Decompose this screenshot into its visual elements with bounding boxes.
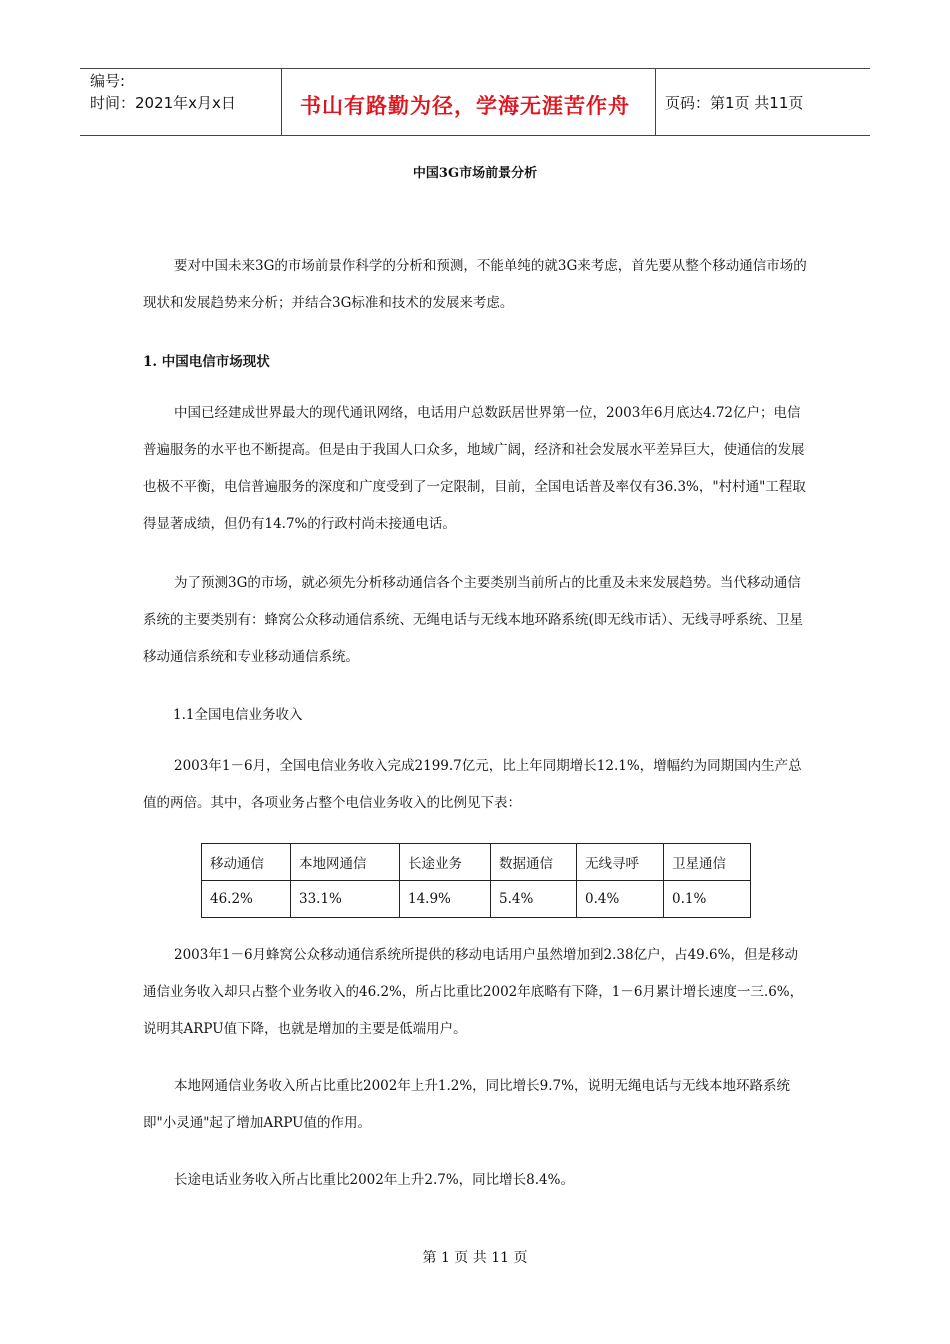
header-divider-left <box>281 68 282 136</box>
section-1-heading: 1. 中国电信市场现状 <box>143 354 270 370</box>
document-title: 中国3G市场前景分析 <box>412 166 538 181</box>
table-row <box>202 881 751 918</box>
header-top-rule <box>80 68 870 69</box>
table-header-row <box>202 844 751 881</box>
section-1-1-heading: 1.1全国电信业务收入 <box>173 707 303 723</box>
header-meta <box>90 70 236 114</box>
table-cell: 33.1% <box>291 881 400 918</box>
header-bottom-rule <box>80 135 870 136</box>
table-header-cell: 长途业务 <box>400 844 491 881</box>
section-1-1-paragraph-2: 2003年1－6月蜂窝公众移动通信系统所提供的移动电话用户虽然增加到2.38亿户，占49.6%，但是移动通信业务收入却只占整个业务收入的46.2%，所占比重比2002年底略有下降，1－6月累计增长速度一三.6%，说明其ARPU值下降，也就是增加的主要是低端用户。 <box>143 947 804 1037</box>
section-1-paragraph-1: 中国已经建成世界最大的现代通讯网络，电话用户总数跃居世界第一位，2003年6月底达4.72亿户；电信普遍服务的水平也不断提高。但是由于我国人口众多，地域广阔，经济和社会发展水平差异巨大，使通信的发展也极不平衡，电信普遍服务的深度和广度受到了一定限制，目前，全国电话普及率仅有36.3%，"村村通"工程取得显著成绩，但仍有14.7%的行政村尚未接通电话。 <box>143 405 806 532</box>
document-time-label: 时间：2021年x月x日 <box>90 94 236 112</box>
table-header-cell: 移动通信 <box>202 844 291 881</box>
table-cell: 0.1% <box>664 881 751 918</box>
table-header-cell: 无线寻呼 <box>577 844 664 881</box>
document-number-label: 编号: <box>90 72 126 90</box>
table-header-cell: 卫星通信 <box>664 844 751 881</box>
table-cell: 5.4% <box>491 881 577 918</box>
page-footer: 第 1 页 共 11 页 <box>422 1250 528 1266</box>
section-1-1-paragraph-4: 长途电话业务收入所占比重比2002年上升2.7%，同比增长8.4%。 <box>174 1172 574 1188</box>
revenue-share-table <box>201 843 751 918</box>
table-cell: 46.2% <box>202 881 291 918</box>
header-divider-right <box>655 68 656 136</box>
section-1-1-paragraph-1: 2003年1－6月，全国电信业务收入完成2199.7亿元，比上年同期增长12.1%，增幅约为同期国内生产总值的两倍。其中，各项业务占整个电信业务收入的比例见下表： <box>143 758 802 811</box>
table-header-cell: 数据通信 <box>491 844 577 881</box>
header-page-number: 页码：第1页 共11页 <box>665 94 804 112</box>
section-1-paragraph-2: 为了预测3G的市场，就必须先分析移动通信各个主要类别当前所占的比重及未来发展趋势。当代移动通信系统的主要类别有：蜂窝公众移动通信系统、无绳电话与无线本地环路系统(即无线市话）、无线寻呼系统、卫星移动通信系统和专业移动通信系统。 <box>143 575 804 665</box>
header-motto: 书山有路勤为径，学海无涯苦作舟 <box>300 94 630 118</box>
table-cell: 0.4% <box>577 881 664 918</box>
table-header-cell: 本地网通信 <box>291 844 400 881</box>
table-cell: 14.9% <box>400 881 491 918</box>
section-1-1-paragraph-3: 本地网通信业务收入所占比重比2002年上升1.2%，同比增长9.7%，说明无绳电话与无线本地环路系统即"小灵通"起了增加ARPU值的作用。 <box>143 1078 790 1131</box>
intro-paragraph: 要对中国未来3G的市场前景作科学的分析和预测，不能单纯的就3G来考虑，首先要从整个移动通信市场的现状和发展趋势来分析；并结合3G标准和技术的发展来考虑。 <box>143 258 807 311</box>
